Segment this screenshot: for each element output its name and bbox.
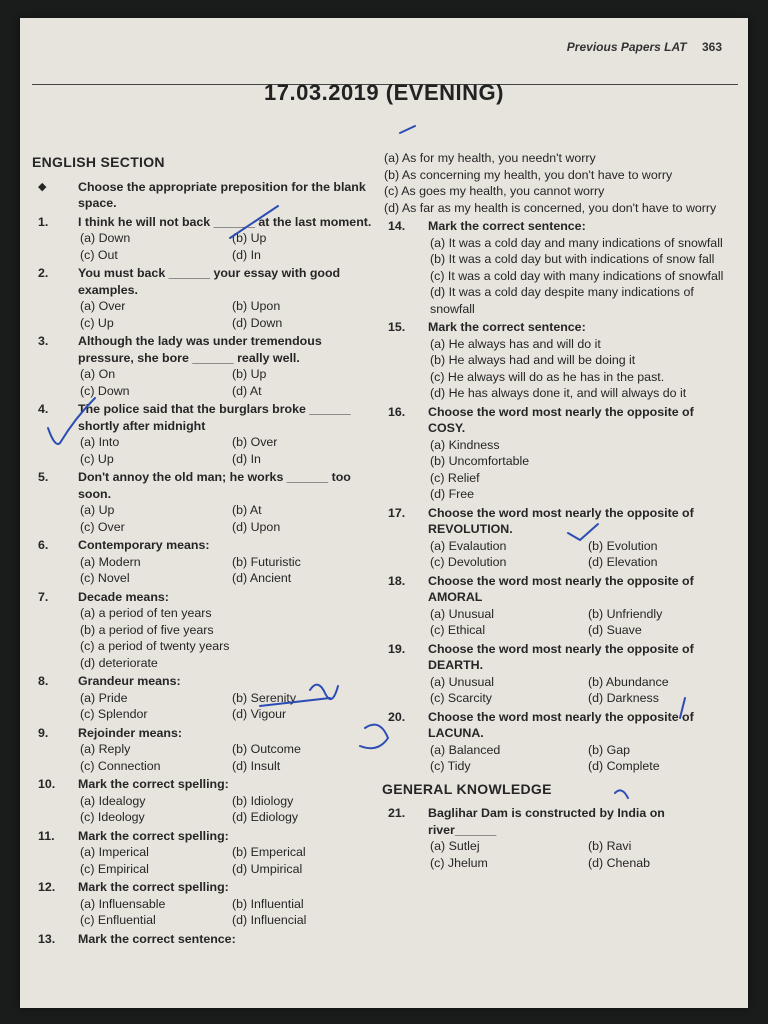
answer-option: (b) Outcome bbox=[232, 742, 301, 756]
question-stem: Mark the correct spelling: bbox=[78, 828, 229, 843]
question-item bbox=[32, 333, 372, 399]
question-body bbox=[78, 776, 372, 826]
english-section-heading: ENGLISH SECTION bbox=[32, 154, 165, 170]
question-stem: Choose the word most nearly the opposite of AMORAL bbox=[428, 573, 694, 604]
question-number: 3. bbox=[38, 334, 49, 348]
bullet-icon: ◆ bbox=[38, 180, 47, 193]
option-list bbox=[428, 606, 734, 639]
question-stem: Contemporary means: bbox=[78, 538, 210, 552]
question-number: 13. bbox=[38, 931, 56, 946]
answer-option: (b) Abundance bbox=[588, 674, 669, 689]
gk-question-list bbox=[382, 805, 734, 871]
answer-option: (d) Chenab bbox=[588, 855, 650, 870]
question-stem: Mark the correct sentence: bbox=[428, 219, 586, 233]
answer-option: (a) Evalaution bbox=[430, 538, 507, 553]
question-stem: Mark the correct spelling: bbox=[78, 777, 229, 791]
question-stem: Choose the word most nearly the opposite of COSY. bbox=[428, 404, 694, 435]
question-stem: Choose the word most nearly the opposite of LACUNA. bbox=[428, 709, 694, 740]
question-stem: Baglihar Dam is constructed by India on river______ bbox=[428, 806, 665, 837]
option-list bbox=[78, 230, 372, 263]
question-item bbox=[32, 265, 372, 331]
answer-option: (a) Reply bbox=[80, 742, 131, 756]
question-item bbox=[32, 401, 372, 467]
answer-option: (b) Up bbox=[232, 231, 267, 245]
answer-option: (d) Umpirical bbox=[232, 861, 303, 876]
answer-option: (a) Influensable bbox=[80, 896, 166, 911]
answer-option: (a) Unusual bbox=[430, 674, 495, 689]
answer-option: (c) It was a cold day with many indications of snowfall bbox=[430, 268, 724, 283]
answer-option: (a) Unusual bbox=[430, 606, 495, 621]
question-body bbox=[428, 404, 734, 503]
question-body bbox=[428, 218, 734, 317]
answer-option: (b) He always had and will be doing it bbox=[430, 353, 636, 367]
question-number: 20. bbox=[388, 709, 406, 724]
question-stem: Mark the correct spelling: bbox=[78, 880, 229, 894]
question-stem: The police said that the burglars broke ______ shortly after midnight bbox=[78, 402, 351, 433]
answer-option: (a) a period of ten years bbox=[80, 606, 212, 620]
answer-option: (d) Ancient bbox=[232, 571, 292, 585]
option-list bbox=[78, 366, 372, 399]
answer-option: (d) Darkness bbox=[588, 691, 659, 705]
question-body bbox=[428, 319, 734, 402]
answer-option: (b) Gap bbox=[588, 742, 631, 757]
question-body bbox=[78, 828, 372, 878]
option-list bbox=[428, 235, 734, 318]
answer-option: (b) Unfriendly bbox=[588, 606, 663, 621]
answer-option: (c) Over bbox=[80, 519, 125, 534]
question-stem: Decade means: bbox=[78, 589, 169, 604]
option-list bbox=[428, 336, 734, 402]
paper-title: 17.03.2019 (EVENING) bbox=[264, 80, 504, 105]
question-item bbox=[32, 725, 372, 775]
question-item bbox=[382, 505, 734, 571]
instruction bbox=[32, 179, 372, 212]
answer-option: (a) Over bbox=[80, 299, 126, 313]
question-body bbox=[78, 725, 372, 775]
answer-option: (c) Enfluential bbox=[80, 913, 156, 927]
question-number: 8. bbox=[38, 674, 49, 688]
answer-option: (b) Emperical bbox=[232, 845, 306, 859]
question-number: 10. bbox=[38, 777, 56, 791]
question-stem: You must back ______ your essay with good examples. bbox=[78, 266, 341, 297]
answer-option: (c) Tidy bbox=[430, 759, 471, 773]
question-stem: Don't annoy the old man; he works ______ too soon. bbox=[78, 470, 351, 501]
gk-section-heading: GENERAL KNOWLEDGE bbox=[382, 780, 552, 797]
answer-option: (d) Elevation bbox=[588, 555, 658, 569]
question-body bbox=[78, 673, 372, 723]
answer-option: (d) Suave bbox=[588, 623, 642, 637]
answer-option: (c) Empirical bbox=[80, 861, 149, 876]
answer-option: (a) Up bbox=[80, 503, 115, 517]
answer-option: (c) Connection bbox=[80, 758, 161, 773]
question-item bbox=[32, 214, 372, 264]
question-stem: Mark the correct sentence: bbox=[428, 320, 586, 334]
option-list bbox=[428, 538, 734, 571]
question-item bbox=[382, 641, 734, 707]
left-column bbox=[32, 150, 372, 947]
answer-option: (d) Insult bbox=[232, 758, 281, 773]
answer-option: (b) Serenity bbox=[232, 690, 297, 705]
question-body bbox=[428, 709, 734, 775]
answer-option: (b) Over bbox=[232, 435, 278, 449]
question-stem: Although the lady was under tremendous pressure, she bore ______ really well. bbox=[78, 334, 322, 365]
answer-option: (b) Evolution bbox=[588, 538, 658, 553]
option-list bbox=[78, 434, 372, 467]
question-number: 14. bbox=[388, 219, 406, 233]
question-item bbox=[32, 469, 372, 535]
question-item bbox=[32, 589, 372, 672]
answer-option: (d) He has always done it, and will always do it bbox=[430, 386, 687, 400]
question-number: 7. bbox=[38, 589, 49, 604]
tick-mark bbox=[400, 126, 415, 133]
option-list bbox=[428, 437, 734, 503]
option-list bbox=[78, 690, 372, 723]
question-stem: I think he will not back ______ at the last moment. bbox=[78, 214, 372, 229]
question-number: 16. bbox=[388, 404, 406, 419]
answer-option: (d) Influencial bbox=[232, 913, 307, 927]
answer-option: (b) Ravi bbox=[588, 839, 632, 853]
answer-option: (b) Uncomfortable bbox=[430, 454, 530, 468]
book-title: Previous Papers LAT bbox=[566, 40, 687, 54]
option-list bbox=[78, 605, 372, 671]
question-body bbox=[78, 333, 372, 399]
question-number: 11. bbox=[38, 828, 55, 843]
answer-option: (d) Upon bbox=[232, 519, 281, 534]
answer-option: (a) He always has and will do it bbox=[430, 336, 601, 351]
option-list bbox=[428, 742, 734, 775]
answer-option: (a) Idealogy bbox=[80, 793, 146, 808]
option-list bbox=[78, 554, 372, 587]
question-stem: Choose the word most nearly the opposite of REVOLUTION. bbox=[428, 505, 694, 536]
answer-option: (b) Up bbox=[232, 367, 267, 381]
answer-option: (b) Upon bbox=[232, 299, 281, 313]
question-body bbox=[78, 401, 372, 467]
answer-option: (a) Down bbox=[80, 231, 131, 245]
answer-option: (d) In bbox=[232, 247, 261, 262]
question-body bbox=[78, 931, 372, 948]
question-stem: Grandeur means: bbox=[78, 674, 181, 688]
question-number: 15. bbox=[388, 320, 406, 334]
answer-option: (a) Pride bbox=[80, 690, 128, 705]
question-body bbox=[78, 469, 372, 535]
question-stem: Choose the word most nearly the opposite of DEARTH. bbox=[428, 641, 694, 672]
option-list bbox=[78, 844, 372, 877]
option-list bbox=[428, 838, 734, 871]
answer-option: (c) Jhelum bbox=[430, 855, 488, 870]
answer-option: (a) Balanced bbox=[430, 742, 501, 757]
answer-option: (d) Free bbox=[430, 487, 475, 501]
answer-option: (b) a period of five years bbox=[80, 622, 214, 637]
answer-option: (a) As for my health, you needn't worry bbox=[384, 151, 596, 165]
question-item bbox=[32, 776, 372, 826]
question-body bbox=[428, 805, 734, 871]
answer-option: (c) Relief bbox=[430, 470, 480, 485]
q13-options bbox=[382, 150, 734, 216]
question-number: 2. bbox=[38, 266, 49, 280]
option-list bbox=[78, 793, 372, 826]
answer-option: (b) Influential bbox=[232, 896, 304, 911]
answer-option: (a) Imperical bbox=[80, 845, 149, 859]
question-number: 1. bbox=[38, 214, 49, 229]
answer-option: (d) It was a cold day despite many indications of snowfall bbox=[430, 285, 694, 316]
question-number: 9. bbox=[38, 725, 49, 740]
question-body bbox=[78, 214, 372, 264]
answer-option: (c) Up bbox=[80, 451, 114, 466]
answer-option: (c) Splendor bbox=[80, 707, 148, 721]
option-list bbox=[78, 896, 372, 929]
answer-option: (d) As far as my health is concerned, you don't have to worry bbox=[384, 200, 717, 215]
answer-option: (c) Ideology bbox=[80, 810, 145, 824]
left-question-list bbox=[32, 214, 372, 948]
answer-option: (a) Into bbox=[80, 435, 120, 449]
answer-option: (a) It was a cold day and many indications of snowfall bbox=[430, 235, 723, 250]
right-question-list bbox=[382, 218, 734, 775]
question-number: 19. bbox=[388, 641, 406, 656]
question-number: 6. bbox=[38, 538, 49, 552]
answer-option: (c) Scarcity bbox=[430, 691, 492, 705]
exam-page bbox=[20, 18, 748, 1008]
answer-option: (d) deteriorate bbox=[80, 655, 158, 670]
question-item bbox=[32, 673, 372, 723]
answer-option: (c) Down bbox=[80, 383, 130, 398]
instruction-text: Choose the appropriate preposition for the blank space. bbox=[78, 179, 366, 210]
question-number: 5. bbox=[38, 470, 49, 484]
question-number: 17. bbox=[388, 505, 406, 520]
answer-option: (d) Down bbox=[232, 315, 283, 330]
answer-option: (a) Modern bbox=[80, 554, 141, 569]
question-body bbox=[78, 879, 372, 929]
answer-option: (d) Complete bbox=[588, 759, 660, 773]
question-number: 12. bbox=[38, 880, 56, 894]
answer-option: (b) It was a cold day but with indications of snow fall bbox=[430, 252, 715, 266]
answer-option: (b) Futuristic bbox=[232, 554, 301, 569]
question-item bbox=[382, 709, 734, 775]
right-column bbox=[382, 150, 734, 871]
running-header bbox=[567, 40, 722, 54]
question-body bbox=[78, 589, 372, 672]
question-body bbox=[428, 641, 734, 707]
question-item bbox=[382, 404, 734, 503]
question-item bbox=[382, 805, 734, 871]
option-list bbox=[78, 298, 372, 331]
answer-option: (d) Ediology bbox=[232, 810, 299, 824]
question-body bbox=[428, 573, 734, 639]
question-number: 21. bbox=[388, 806, 406, 820]
question-item bbox=[382, 573, 734, 639]
question-item bbox=[32, 828, 372, 878]
question-number: 18. bbox=[388, 573, 406, 588]
question-item bbox=[382, 319, 734, 402]
answer-option: (c) Out bbox=[80, 247, 118, 262]
answer-option: (a) Sutlej bbox=[430, 839, 480, 853]
answer-option: (c) Ethical bbox=[430, 623, 486, 637]
answer-option: (b) Idiology bbox=[232, 793, 294, 808]
answer-option: (c) Novel bbox=[80, 571, 130, 585]
answer-option: (b) As concerning my health, you don't have to worry bbox=[384, 167, 673, 182]
answer-option: (d) Vigour bbox=[232, 707, 287, 721]
question-stem: Rejoinder means: bbox=[78, 725, 182, 740]
question-item bbox=[32, 879, 372, 929]
answer-option: (a) On bbox=[80, 367, 116, 381]
question-item bbox=[32, 931, 372, 948]
option-list bbox=[428, 674, 734, 707]
question-item bbox=[32, 537, 372, 587]
answer-option: (c) As goes my health, you cannot worry bbox=[384, 184, 605, 198]
answer-option: (b) At bbox=[232, 503, 262, 517]
question-item bbox=[382, 218, 734, 317]
question-body bbox=[78, 537, 372, 587]
answer-option: (c) He always will do as he has in the past. bbox=[430, 369, 665, 384]
option-list bbox=[78, 502, 372, 535]
answer-option: (c) Devolution bbox=[430, 555, 507, 569]
answer-option: (d) In bbox=[232, 451, 261, 466]
page-number: 363 bbox=[701, 40, 722, 54]
question-number: 4. bbox=[38, 402, 49, 416]
question-body bbox=[78, 265, 372, 331]
question-stem: Mark the correct sentence: bbox=[78, 931, 236, 946]
question-body bbox=[428, 505, 734, 571]
answer-option: (d) At bbox=[232, 383, 262, 398]
answer-option: (c) Up bbox=[80, 315, 114, 330]
answer-option: (c) a period of twenty years bbox=[80, 639, 230, 653]
answer-option: (a) Kindness bbox=[430, 437, 500, 452]
option-list bbox=[78, 741, 372, 774]
